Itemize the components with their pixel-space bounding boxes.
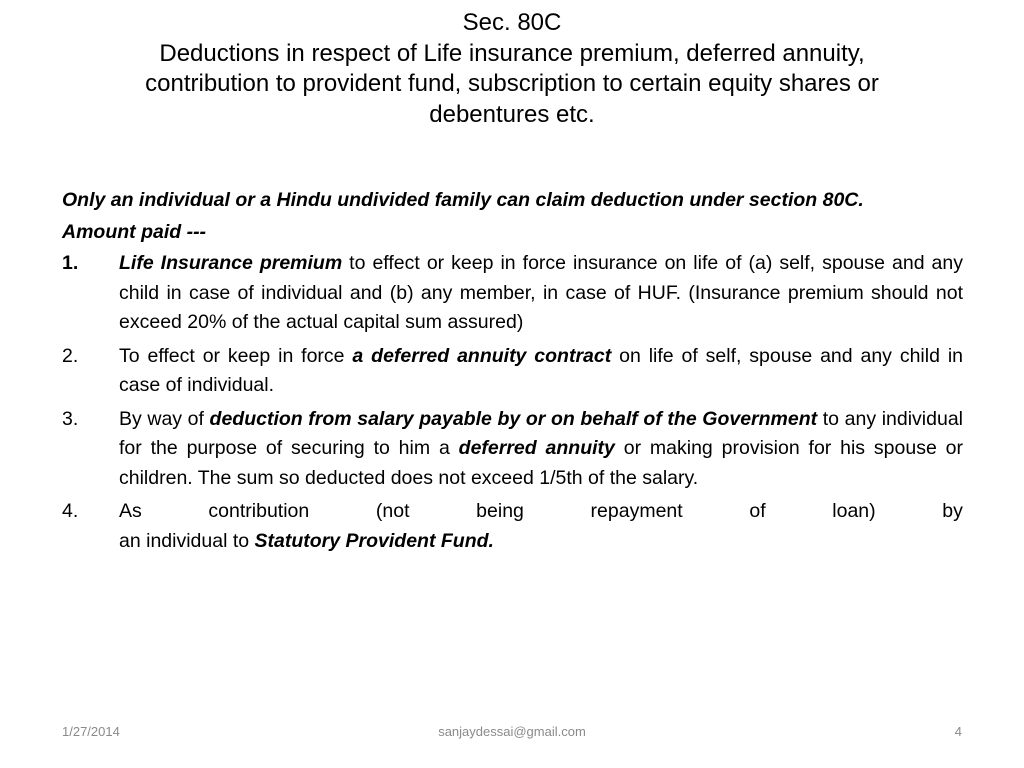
amount-paid-heading: Amount paid --- bbox=[62, 220, 207, 243]
title-line-1: Sec. 80C bbox=[462, 9, 562, 36]
item-4-word: loan) bbox=[832, 500, 876, 522]
title-line-2: Deductions in respect of Life insurance premium, deferred annuity, bbox=[159, 39, 865, 67]
list-number-1: 1. bbox=[62, 252, 79, 274]
footer-date: 1/27/2014 bbox=[62, 724, 120, 739]
salary-deduction-emphasis: deduction from salary payable by or on behalf of the Government bbox=[209, 407, 818, 430]
footer-page-number: 4 bbox=[954, 724, 962, 739]
item-1-text: to effect or keep in force insurance on life of (a) self, spouse and any child in case of individual and (b) any member, in case of HUF. (Insurance premium should not exceed 20% of the actual capital sum assured) bbox=[119, 252, 963, 333]
item-4-line-2-prefix: an individual to bbox=[119, 529, 255, 552]
slide-title bbox=[40, 8, 984, 130]
deferred-annuity-contract-emphasis: a deferred annuity contract bbox=[352, 344, 612, 367]
list-number-2: 2. bbox=[62, 344, 79, 367]
item-4-word: As bbox=[119, 500, 142, 522]
title-line-3: contribution to provident fund, subscription to certain equity shares or bbox=[145, 70, 879, 97]
item-4-word: (not bbox=[375, 500, 410, 522]
title-line-4: debentures etc. bbox=[429, 100, 595, 128]
item-3-prefix: By way of bbox=[119, 407, 210, 430]
item-4-word: contribution bbox=[208, 500, 310, 522]
list-item-1 bbox=[62, 249, 963, 338]
life-insurance-emphasis: Life Insurance premium bbox=[119, 252, 343, 274]
footer-email: sanjaydessai@gmail.com bbox=[438, 724, 586, 739]
list-number-3: 3. bbox=[62, 407, 79, 430]
list-number-4: 4. bbox=[62, 500, 79, 522]
list-item-3 bbox=[62, 405, 963, 494]
list-item-4 bbox=[62, 497, 963, 556]
item-4-line-1 bbox=[119, 497, 963, 527]
eligibility-statement: Only an individual or a Hindu undivided family can claim deduction under section 80C. bbox=[62, 189, 864, 211]
item-3-middle: to any individual for the purpose of securing to him a bbox=[119, 407, 963, 459]
item-4-line-2 bbox=[119, 527, 963, 557]
deferred-annuity-emphasis: deferred annuity bbox=[458, 437, 615, 459]
item-3-suffix: or making provision for his spouse or children. The sum so deducted does not exceed 1/5th of the salary. bbox=[119, 437, 963, 489]
item-4-word: repayment bbox=[590, 500, 683, 522]
list-item-2 bbox=[62, 342, 963, 401]
slide-body bbox=[62, 186, 963, 556]
item-4-word: being bbox=[476, 500, 524, 522]
item-4-word: of bbox=[749, 500, 766, 522]
item-4-word: by bbox=[942, 500, 963, 522]
statutory-provident-fund-emphasis: Statutory Provident Fund. bbox=[254, 529, 494, 552]
item-2-prefix: To effect or keep in force bbox=[119, 344, 353, 367]
item-2-suffix: on life of self, spouse and any child in case of individual. bbox=[119, 344, 963, 396]
